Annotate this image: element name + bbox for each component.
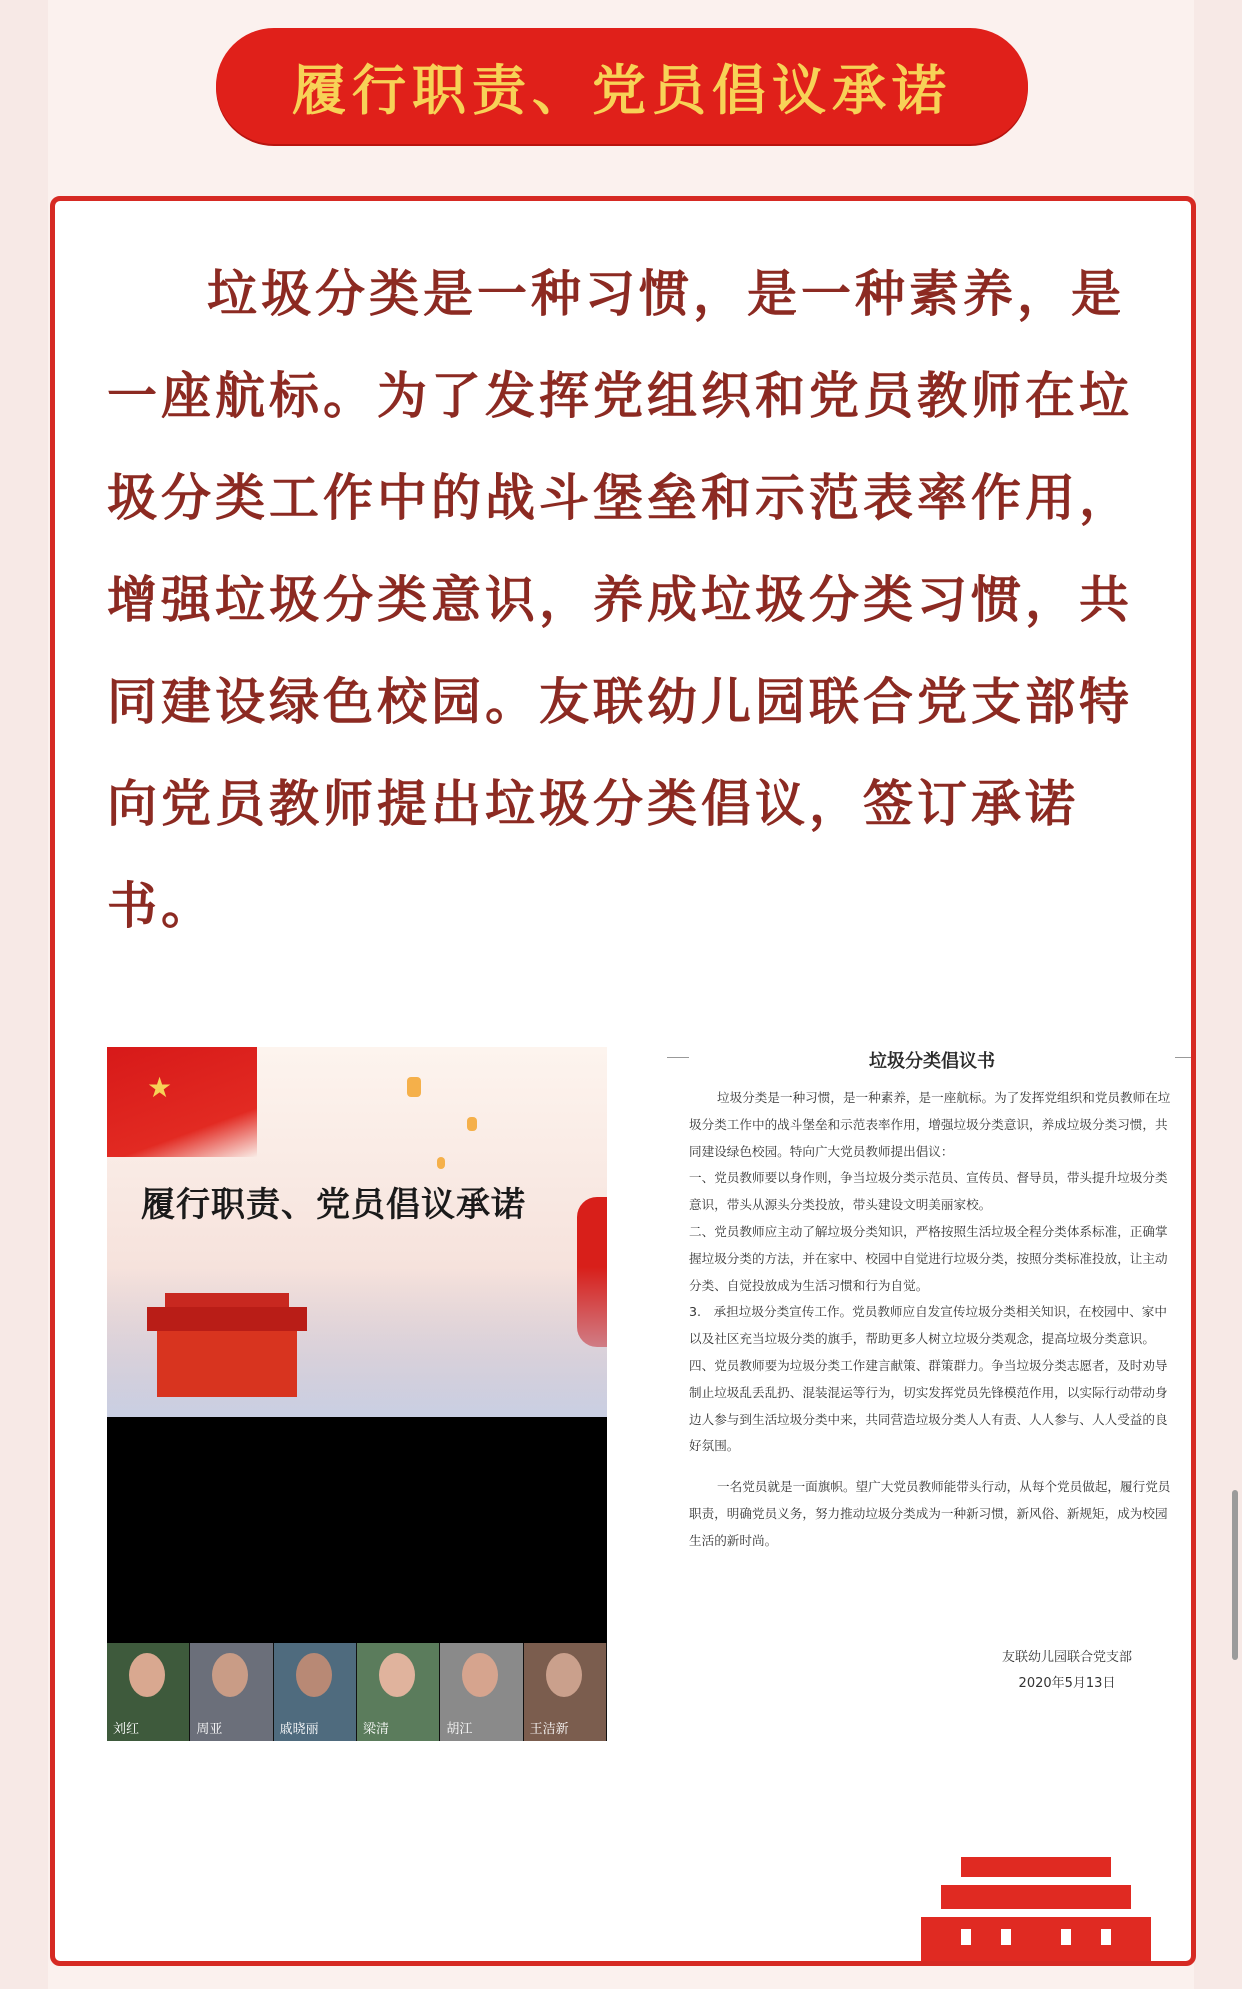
participant-tile: 胡江 — [440, 1643, 523, 1741]
document-paragraph: 二、党员教师应主动了解垃圾分类知识，严格按照生活垃圾全程分类体系标准，正确掌握垃圾分类的方法，并在家中、校园中自觉进行垃圾分类，按照分类标准投放，让主动分类、自觉投放成为生活习惯和行为自觉。 — [689, 1223, 1168, 1293]
participant-tile: 戚晓丽 — [274, 1643, 357, 1741]
participant-tile: 刘红 — [107, 1643, 190, 1741]
document-paragraph: 一、党员教师要以身作则，争当垃圾分类示范员、宣传员、督导员，带头提升垃圾分类意识，带头从源头分类投放，带头建设文明美丽家校。 — [689, 1170, 1168, 1213]
proposal-document — [667, 1047, 1196, 1737]
document-signature — [967, 1645, 1167, 1697]
participant-tile: 王洁新 — [524, 1643, 607, 1741]
scrollbar[interactable] — [1232, 1490, 1238, 1660]
banner-title: 履行职责、党员倡议承诺 — [141, 1185, 526, 1225]
participant-tile: 梁清 — [357, 1643, 440, 1741]
meeting-screenshot — [107, 1047, 607, 1741]
gate-decoration-icon — [921, 1851, 1151, 1961]
signature-org: 友联幼儿园联合党支部 — [1001, 1650, 1132, 1665]
section-title-banner — [216, 28, 1028, 144]
participant-tile: 周亚 — [190, 1643, 273, 1741]
intro-paragraph: 垃圾分类是一种习惯，是一种素养，是一座航标。为了发挥党组织和党员教师在垃圾分类工作中的战斗堡垒和示范表率作用，增强垃圾分类意识，养成垃圾分类习惯，共同建设绿色校园。友联幼儿园联合党支部特向党员教师提出垃圾分类倡议，签订承诺书。 — [107, 265, 1133, 935]
signature-date: 2020年5月13日 — [1018, 1676, 1116, 1691]
participant-strip — [107, 1643, 607, 1741]
document-paragraph: 一名党员就是一面旗帜。望广大党员教师能带头行动，从每个党员做起，履行党员职责，明确党员义务，努力推动垃圾分类成为一种新习惯，新风俗、新规矩，成为校园生活的新时尚。 — [689, 1479, 1171, 1548]
lantern-icon — [437, 1157, 445, 1169]
flag-icon: ★ — [107, 1047, 257, 1157]
document-paragraph: 3. 承担垃圾分类宣传工作。党员教师应自发宣传垃圾分类相关知识，在校园中、家中以及社区充当垃圾分类的旗手，帮助更多人树立垃圾分类观念，提高垃圾分类意识。 — [689, 1304, 1167, 1347]
content-card — [50, 196, 1196, 1966]
document-paragraph: 四、党员教师要为垃圾分类工作建言献策、群策群力。争当垃圾分类志愿者，及时劝导制止垃圾乱丢乱扔、混装混运等行为，切实发挥党员先锋模范作用，以实际行动带动身边人参与到生活垃圾分类中来，共同营造垃圾分类人人有责、人人参与、人人受益的良好氛围。 — [689, 1357, 1168, 1454]
document-paragraph: 垃圾分类是一种习惯，是一种素养，是一座航标。为了发挥党组织和党员教师在垃圾分类工作中的战斗堡垒和示范表率作用，增强垃圾分类意识，养成垃圾分类习惯，共同建设绿色校园。特向广大党员教师提出倡议： — [689, 1090, 1171, 1159]
tiananmen-gate-icon — [147, 1307, 307, 1397]
document-body — [689, 1085, 1179, 1555]
banner-image — [107, 1047, 607, 1417]
section-title: 履行职责、党员倡议承诺 — [292, 58, 952, 122]
lantern-icon — [467, 1117, 477, 1131]
lantern-icon — [407, 1077, 421, 1097]
document-title: 垃圾分类倡议书 — [869, 1051, 995, 1072]
